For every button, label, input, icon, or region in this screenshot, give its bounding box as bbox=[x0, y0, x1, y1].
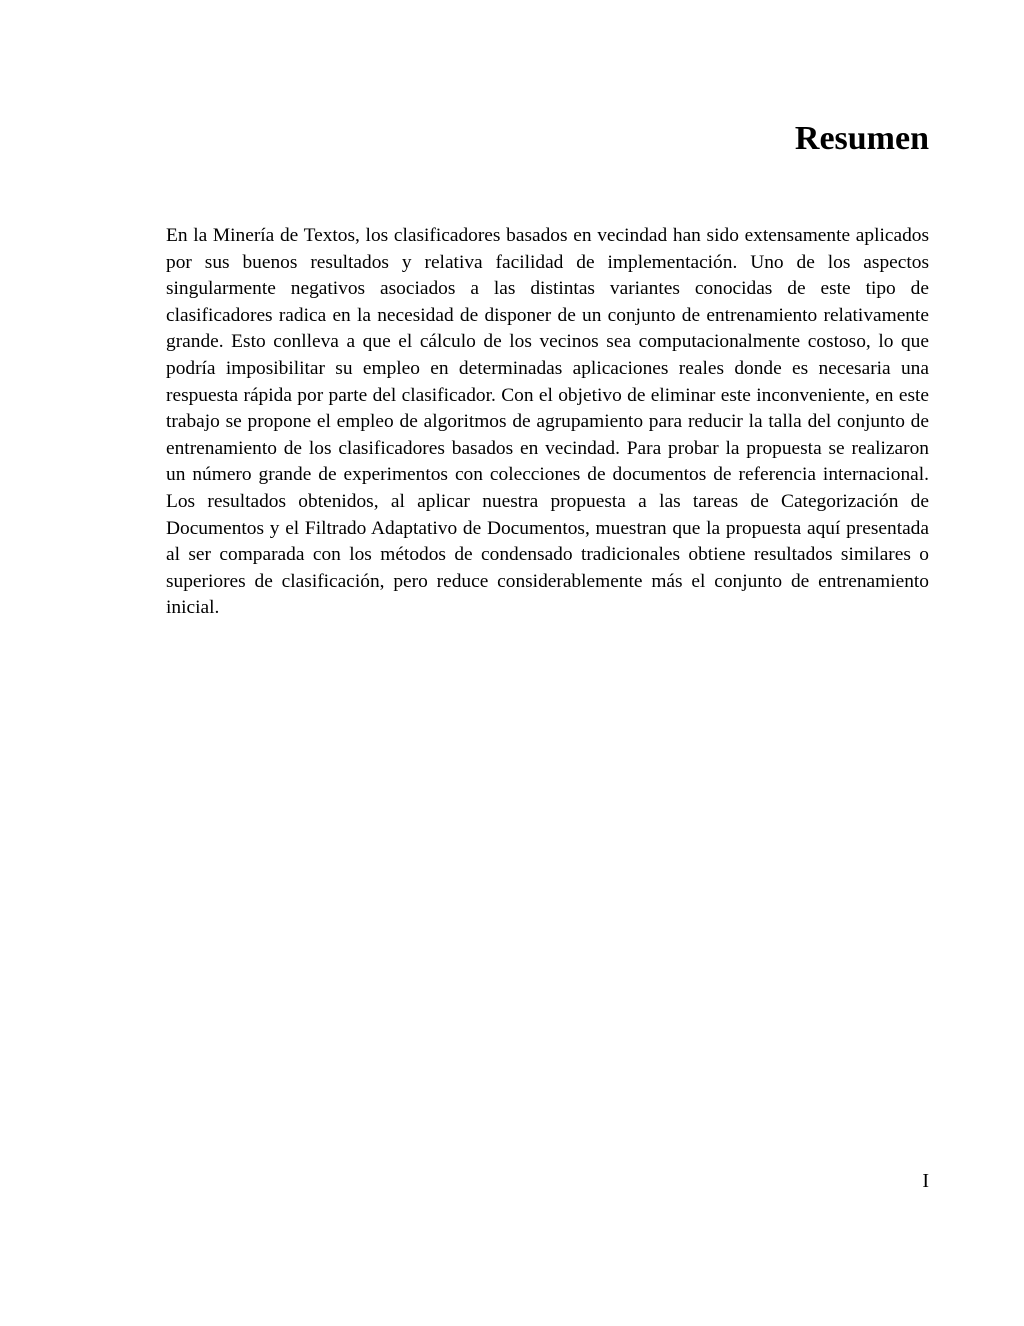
page-number: I bbox=[922, 1170, 929, 1192]
abstract-paragraph: En la Minería de Textos, los clasificadores basados en vecindad han sido extensamente aplicados por sus buenos resultados y relativa facilidad de implementación. Uno de los aspectos singularmente negativos asociados a las distintas variantes conocidas de este tipo de clasificadores radica en la necesidad de disponer de un conjunto de entrenamiento relativamente grande. Esto conlleva a que el cálculo de los vecinos sea computacionalmente costoso, lo que podría imposibilitar su empleo en determinadas aplicaciones reales donde es necesaria una respuesta rápida por parte del clasificador. Con el objetivo de eliminar este inconveniente, en este trabajo se propone el empleo de algoritmos de agrupamiento para reducir la talla del conjunto de entrenamiento de los clasificadores basados en vecindad. Para probar la propuesta se realizaron un número grande de experimentos con colecciones de documentos de referencia internacional. Los resultados obtenidos, al aplicar nuestra propuesta a las tareas de Categorización de Documentos y el Filtrado Adaptativo de Documentos, muestran que la propuesta aquí presentada al ser comparada con los métodos de condensado tradicionales obtiene resultados similares o superiores de clasificación, pero reduce considerablemente más el conjunto de entrenamiento inicial. bbox=[166, 225, 929, 619]
page-title: Resumen bbox=[794, 120, 929, 157]
